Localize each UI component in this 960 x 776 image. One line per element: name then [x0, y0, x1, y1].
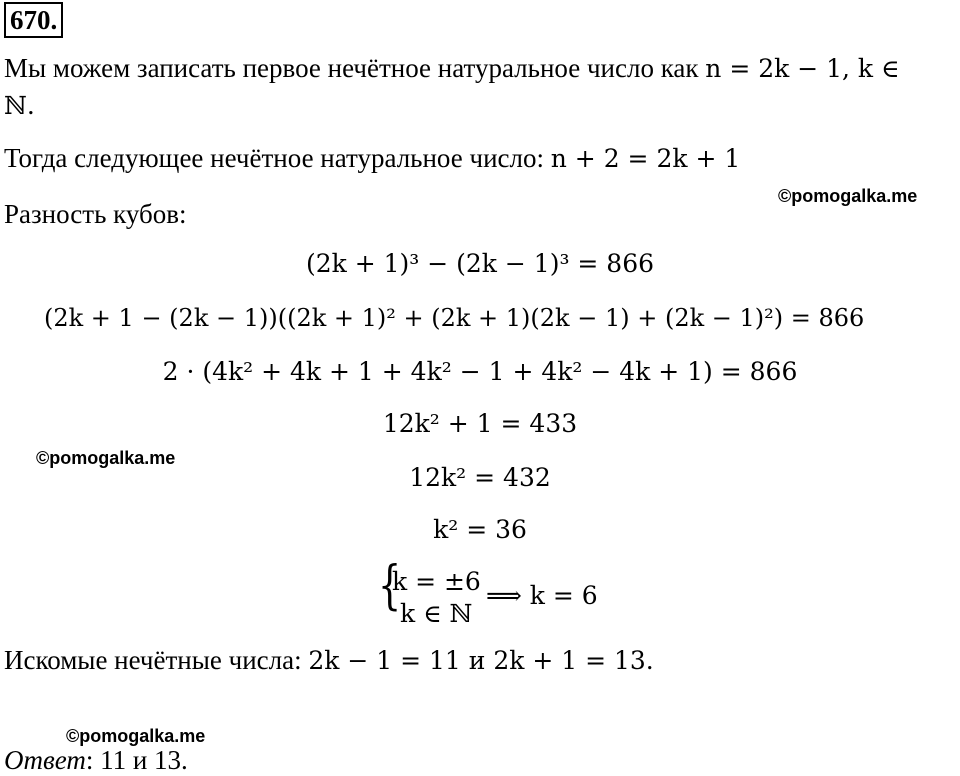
watermark-top: ©pomogalka.me — [778, 186, 918, 206]
answer-line — [4, 744, 188, 776]
system-brace: { — [378, 556, 402, 616]
equation-4: 12k² + 1 = 433 — [382, 409, 578, 438]
answer-label: Ответ — [4, 745, 86, 775]
watermark-middle: ©pomogalka.me — [36, 448, 176, 468]
equation-3: 2 · (4k² + 4k + 1 + 4k² − 1 + 4k² − 4k + 1) = 866 — [162, 357, 798, 386]
intro-text: Мы можем записать первое нечётное натуральное число как — [4, 53, 699, 83]
conclusion-text: Искомые нечётные числа: — [4, 645, 302, 675]
next-line — [4, 142, 740, 175]
system-line-2: k ∈ ℕ — [400, 599, 473, 628]
system-result: ⟹ k = 6 — [486, 581, 598, 610]
diff-text: Разность кубов: — [4, 199, 187, 229]
equation-1: (2k + 1)³ − (2k − 1)³ = 866 — [305, 249, 655, 278]
intro-line — [4, 52, 900, 85]
conclusion-line — [4, 644, 654, 677]
equation-5: 12k² = 432 — [409, 463, 551, 492]
equation-2: (2k + 1 − (2k − 1))((2k + 1)² + (2k + 1)(2k − 1) + (2k − 1)²) = 866 — [44, 304, 865, 332]
answer-value: : 11 и 13. — [85, 745, 188, 775]
watermark-bottom: ©pomogalka.me — [66, 726, 206, 746]
system-block — [378, 556, 638, 630]
equation-6: k² = 36 — [433, 515, 527, 544]
intro-set: ℕ. — [4, 91, 35, 120]
intro-math: n = 2k − 1, k ∈ — [705, 54, 900, 83]
system-line-1: k = ±6 — [392, 567, 481, 596]
conclusion-math: 2k − 1 = 11 и 2k + 1 = 13. — [308, 646, 654, 675]
next-math: n + 2 = 2k + 1 — [550, 144, 741, 173]
next-text: Тогда следующее нечётное натуральное число: — [4, 143, 544, 173]
problem-number: 670. — [4, 2, 63, 38]
